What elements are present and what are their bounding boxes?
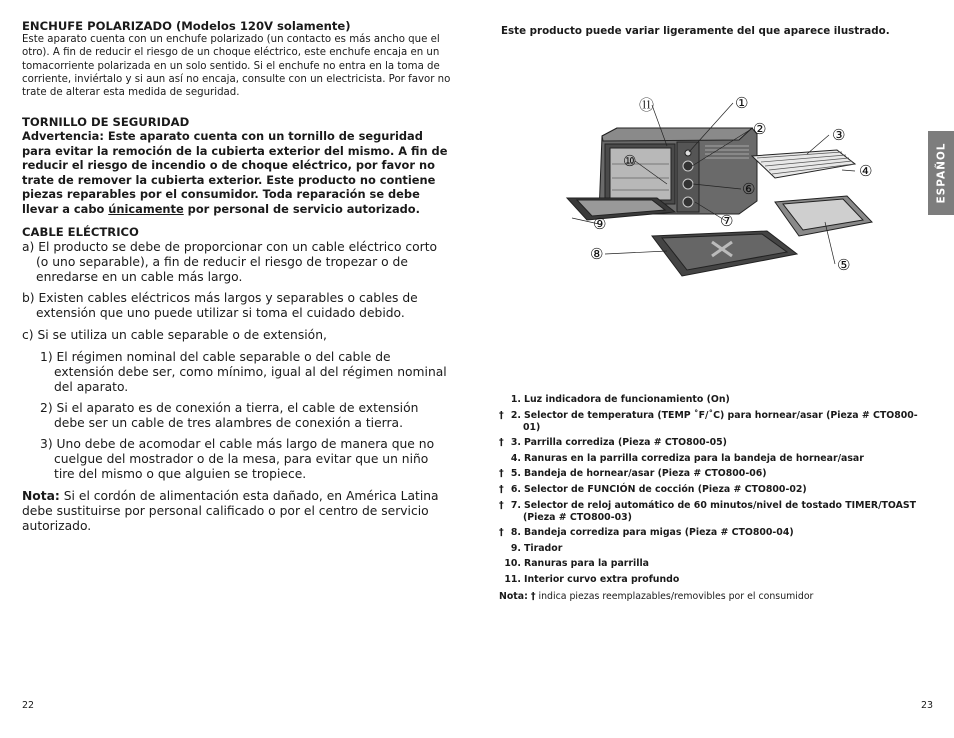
parts-list-item: [499, 500, 929, 524]
cord-item-c2: 2) Si el aparato es de conexión a tierra, el cable de extensión debe ser un cable de tres alambres de conexión a tierra.: [40, 401, 419, 430]
language-tab: [928, 131, 954, 215]
language-tab-label: ESPAÑOL: [935, 142, 947, 204]
product-disclaimer: Este producto puede variar ligeramente del que aparece ilustrado.: [501, 25, 890, 37]
part-text: Parrilla corrediza (Pieza # CTO800-05): [524, 437, 727, 449]
warning-text-end: por personal de servicio autorizado.: [183, 201, 420, 216]
cord-item-a: a) El producto se debe de proporcionar con un cable eléctrico corto (o uno separable), a fin de reducir el riesgo de tropezar o de enredarse en un cable más largo.: [22, 240, 438, 284]
parts-list-item: [499, 394, 929, 406]
parts-list-item: [499, 453, 929, 465]
part-text: Ranuras en la parrilla corrediza para la bandeja de hornear/asar: [524, 452, 864, 464]
replaceable-parts-note: [499, 591, 813, 602]
polarized-plug-text: Este aparato cuenta con un enchufe polarizado (un contacto es más ancho que el otro). A fin de reducir el riesgo de un choque eléctrico, este enchufe encaja en un tomacorriente polarizada en un solo sentido. Si el enchufe no entra en la toma de corriente, inviértalo y si aun así no encaja, consulte con un electricista. Por favor no trate de alterar esta medida de seguridad.: [22, 34, 451, 99]
part-number: 8.: [510, 527, 521, 539]
cord-item-c3: 3) Uno debe de acomodar el cable más largo de manera que no cuelgue del mostrador o de la mesa, para evitar que un niño tire del mismo o que alguien se tropiece.: [40, 437, 435, 481]
note-label: Nota:: [499, 591, 528, 602]
warning-underlined-word: únicamente: [108, 201, 184, 216]
callout-1: ①: [735, 94, 749, 112]
warning-text-part: Advertencia: Este aparato cuenta con un tornillo de seguridad para evitar la remoción de la cubierta exterior del mismo. A fin de reducir el riesgo de incendio o de choque eléctrico, por favor no trate de remover la cubierta exterior. Este producto no contiene piezas reparables por el consumidor. Toda reparación se debe llevar a cabo: [22, 129, 448, 216]
cord-item-c: c) Si se utiliza un cable separable o de extensión,: [22, 328, 327, 342]
part-number: 2.: [510, 409, 521, 421]
callout-10: ⑩: [623, 152, 637, 170]
part-text: Bandeja de hornear/asar (Pieza # CTO800-06): [524, 468, 767, 480]
parts-list-item: [499, 484, 929, 496]
callout-3: ③: [832, 126, 846, 144]
parts-list-item: [499, 574, 929, 586]
part-number: 4.: [510, 452, 521, 464]
part-text: Selector de temperatura (TEMP ˚F/˚C) para hornear/asar (Pieza # CTO800-01): [523, 409, 918, 433]
note-label: Nota:: [22, 489, 60, 503]
part-number: 5.: [510, 468, 521, 480]
safety-screw-warning: [22, 129, 452, 216]
parts-list-item: [499, 437, 929, 449]
dagger-mark: †: [499, 483, 504, 495]
toaster-oven-illustration: [507, 86, 927, 286]
dagger-mark: †: [499, 527, 504, 539]
right-page: [477, 0, 954, 738]
part-text: Tirador: [524, 542, 563, 554]
dagger-mark: †: [499, 409, 504, 421]
electric-cord-section: [22, 225, 452, 534]
part-number: 10.: [504, 558, 521, 570]
part-number: 1.: [510, 394, 521, 405]
note-text: indica piezas reemplazables/removibles por el consumidor: [535, 591, 814, 602]
page-number-left: 22: [22, 700, 35, 711]
parts-list-item: [499, 410, 929, 434]
part-text: Selector de FUNCIÓN de cocción (Pieza # CTO800-02): [524, 483, 807, 495]
part-number: 6.: [510, 483, 521, 495]
latin-america-note: [22, 489, 452, 534]
parts-list: [499, 394, 929, 590]
polarized-plug-heading: ENCHUFE POLARIZADO (Modelos 120V solamente): [22, 19, 351, 33]
dagger-mark: †: [499, 468, 504, 480]
part-number: 9.: [510, 542, 521, 554]
part-number: 3.: [510, 437, 521, 449]
part-text: Luz indicadora de funcionamiento (On): [524, 394, 730, 405]
cord-item-c1: 1) El régimen nominal del cable separable o del cable de extensión debe ser, como mínimo, igual al del régimen nominal del aparato.: [40, 350, 447, 394]
part-text: Selector de reloj automático de 60 minutos/nivel de tostado TIMER/TOAST (Pieza # CTO800-03): [523, 499, 917, 523]
part-text: Ranuras para la parrilla: [524, 558, 649, 570]
parts-list-item: [499, 468, 929, 480]
parts-list-item: [499, 543, 929, 555]
callout-6: ⑥: [742, 180, 756, 198]
part-number: 11.: [504, 573, 521, 585]
callout-9: ⑨: [593, 215, 607, 233]
dagger-mark: †: [499, 499, 504, 511]
callout-4: ④: [859, 162, 873, 180]
parts-list-item: [499, 558, 929, 570]
page-number-right: 23: [921, 700, 934, 711]
part-number: 7.: [510, 499, 521, 511]
cord-item-b: b) Existen cables eléctricos más largos y separables o cables de extensión que uno puede utilizar si toma el cuidado debido.: [22, 291, 418, 320]
parts-list-item: [499, 527, 929, 539]
callout-7: ⑦: [720, 212, 734, 230]
safety-screw-heading: TORNILLO DE SEGURIDAD: [22, 115, 190, 129]
electric-cord-heading: CABLE ELÉCTRICO: [22, 225, 139, 239]
dagger-mark: †: [530, 591, 536, 602]
part-text: Bandeja corrediza para migas (Pieza # CTO800-04): [524, 527, 794, 539]
safety-screw-section: [22, 115, 452, 216]
dagger-mark: †: [499, 437, 504, 449]
note-text: Si el cordón de alimentación esta dañado, en América Latina debe sustituirse por personal calificado o por el centro de servicio autorizado.: [22, 489, 439, 533]
callout-5: ⑤: [837, 256, 851, 274]
callout-2: ②: [753, 120, 767, 138]
part-text: Interior curvo extra profundo: [524, 573, 680, 585]
callout-11: ⑪: [639, 96, 655, 114]
polarized-plug-section: [22, 19, 452, 99]
callout-8: ⑧: [590, 245, 604, 263]
